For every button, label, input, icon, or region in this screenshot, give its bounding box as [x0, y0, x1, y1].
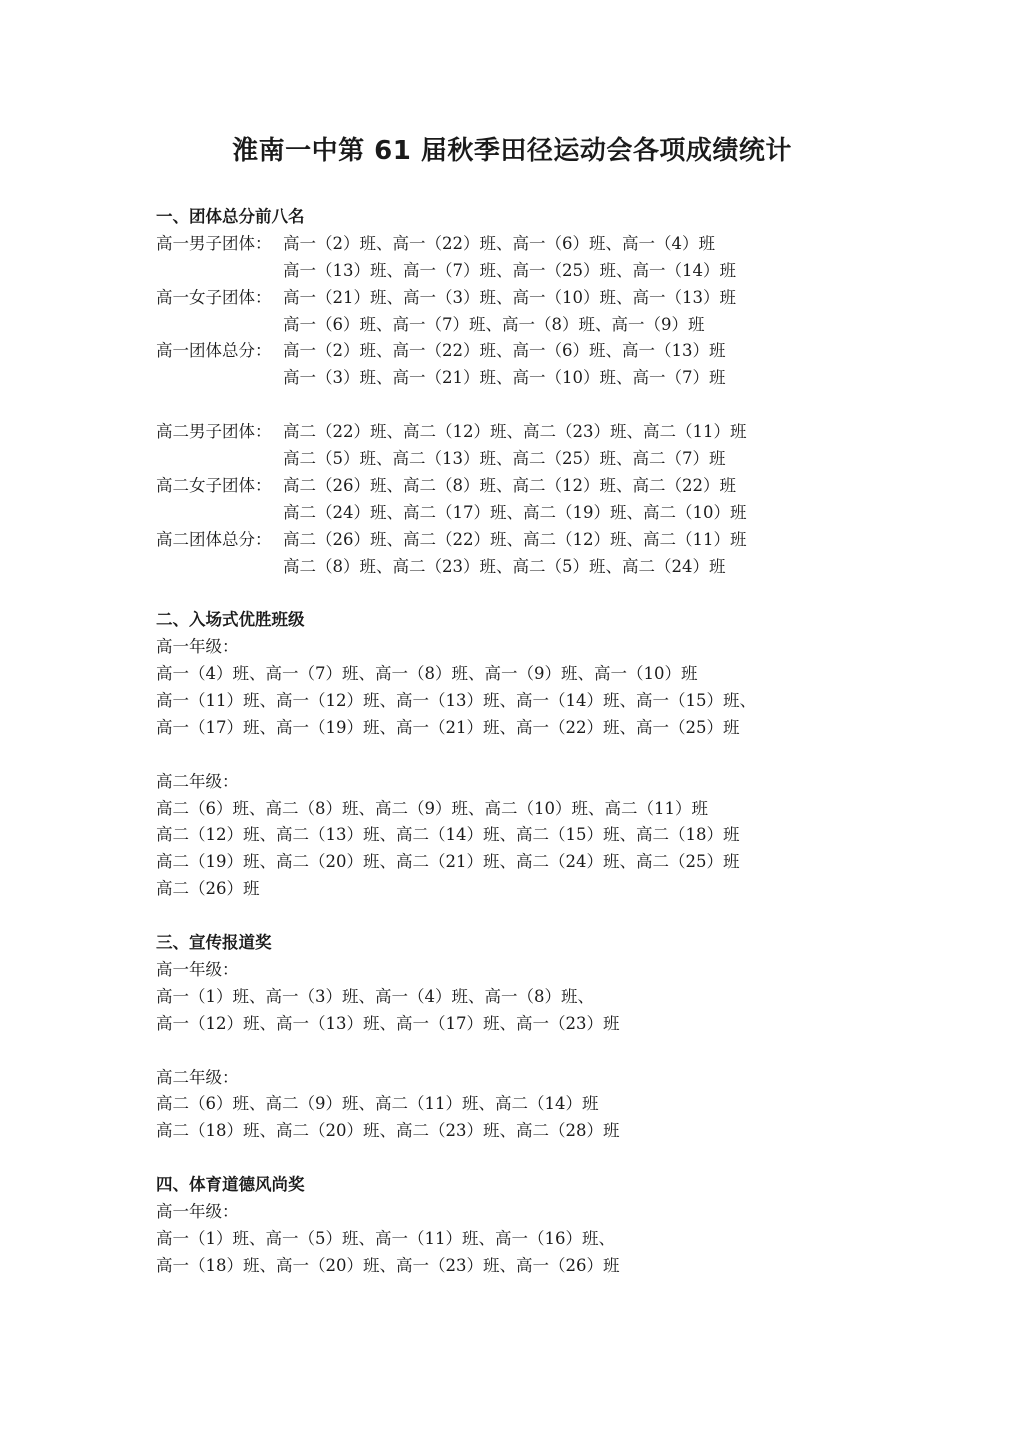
g2-girls-team-row-2: [156, 500, 856, 527]
row-value: 高二（26）班、高二（22）班、高二（12）班、高二（11）班: [283, 529, 747, 549]
spacer: [156, 1038, 856, 1065]
class-list-line: 高二（18）班、高二（20）班、高二（23）班、高二（28）班: [156, 1121, 620, 1141]
g1-team-total-row-2: [156, 365, 856, 392]
row-label: 高一女子团体：: [156, 287, 272, 307]
row-value: 高二（8）班、高二（23）班、高二（5）班、高二（24）班: [283, 556, 726, 576]
row-label: 高一男子团体：: [156, 233, 272, 253]
class-list-line: 高二（6）班、高二（9）班、高二（11）班、高二（14）班: [156, 1094, 599, 1114]
row-label: 高一团体总分：: [156, 341, 272, 361]
row-label: 高二女子团体：: [156, 475, 272, 495]
section-heading-opening-ceremony: 二、入场式优胜班级: [156, 610, 305, 630]
grade-label-g1: 高一年级：: [156, 1201, 239, 1221]
spacer: [156, 580, 856, 607]
row-value: 高一（13）班、高一（7）班、高一（25）班、高一（14）班: [283, 260, 736, 280]
row-value: 高一（2）班、高一（22）班、高一（6）班、高一（13）班: [283, 341, 726, 361]
class-list-line: 高一（11）班、高一（12）班、高一（13）班、高一（14）班、高一（15）班、: [156, 691, 756, 711]
grade-label-g1: 高一年级：: [156, 637, 239, 657]
row-value: 高二（24）班、高二（17）班、高二（19）班、高二（10）班: [283, 502, 747, 522]
row-value: 高一（3）班、高一（21）班、高一（10）班、高一（7）班: [283, 368, 726, 388]
class-list-line: 高一（4）班、高一（7）班、高一（8）班、高一（9）班、高一（10）班: [156, 664, 698, 684]
row-value: 高一（21）班、高一（3）班、高一（10）班、高一（13）班: [283, 287, 736, 307]
section-heading-sportsmanship-award: 四、体育道德风尚奖: [156, 1175, 305, 1195]
row-label: 高二男子团体：: [156, 422, 272, 442]
g1-girls-team-row-2: [156, 312, 856, 339]
g2-team-total-row-1: [156, 527, 856, 554]
document-body: [156, 204, 856, 1280]
class-list-line: 高一（1）班、高一（5）班、高一（11）班、高一（16）班、: [156, 1228, 615, 1248]
class-list-line: 高一（12）班、高一（13）班、高一（17）班、高一（23）班: [156, 1013, 620, 1033]
class-list-line: 高一（18）班、高一（20）班、高一（23）班、高一（26）班: [156, 1255, 620, 1275]
row-value: 高二（26）班、高二（8）班、高二（12）班、高二（22）班: [283, 475, 736, 495]
class-list-line: 高一（17）班、高一（19）班、高一（21）班、高一（22）班、高一（25）班: [156, 717, 740, 737]
spacer: [156, 903, 856, 930]
spacer: [156, 1145, 856, 1172]
row-label: 高二团体总分：: [156, 529, 272, 549]
g1-girls-team-row-1: [156, 285, 856, 312]
grade-label-g2: 高二年级：: [156, 1067, 239, 1087]
g1-boys-team-row-2: [156, 258, 856, 285]
class-list-line: 高二（19）班、高二（20）班、高二（21）班、高二（24）班、高二（25）班: [156, 852, 740, 872]
document-title: 淮南一中第 61 届秋季田径运动会各项成绩统计: [232, 136, 792, 166]
grade-label-g2: 高二年级：: [156, 771, 239, 791]
spacer: [156, 392, 856, 419]
g1-boys-team-row-1: [156, 231, 856, 258]
class-list-line: 高二（6）班、高二（8）班、高二（9）班、高二（10）班、高二（11）班: [156, 798, 708, 818]
class-list-line: 高二（26）班: [156, 879, 260, 899]
class-list-line: 高一（1）班、高一（3）班、高一（4）班、高一（8）班、: [156, 986, 594, 1006]
g2-boys-team-row-1: [156, 419, 856, 446]
class-list-line: 高二（12）班、高二（13）班、高二（14）班、高二（15）班、高二（18）班: [156, 825, 740, 845]
section-heading-publicity-award: 三、宣传报道奖: [156, 933, 272, 953]
section-heading-team-top8: 一、团体总分前八名: [156, 207, 305, 226]
row-value: 高二（22）班、高二（12）班、高二（23）班、高二（11）班: [283, 422, 747, 442]
row-value: 高一（6）班、高一（7）班、高一（8）班、高一（9）班: [283, 314, 705, 334]
spacer: [156, 742, 856, 769]
g2-girls-team-row-1: [156, 473, 856, 500]
row-value: 高二（5）班、高二（13）班、高二（25）班、高二（7）班: [283, 449, 726, 469]
g2-team-total-row-2: [156, 554, 856, 581]
grade-label-g1: 高一年级：: [156, 959, 239, 979]
g2-boys-team-row-2: [156, 446, 856, 473]
g1-team-total-row-1: [156, 338, 856, 365]
row-value: 高一（2）班、高一（22）班、高一（6）班、高一（4）班: [283, 233, 715, 253]
